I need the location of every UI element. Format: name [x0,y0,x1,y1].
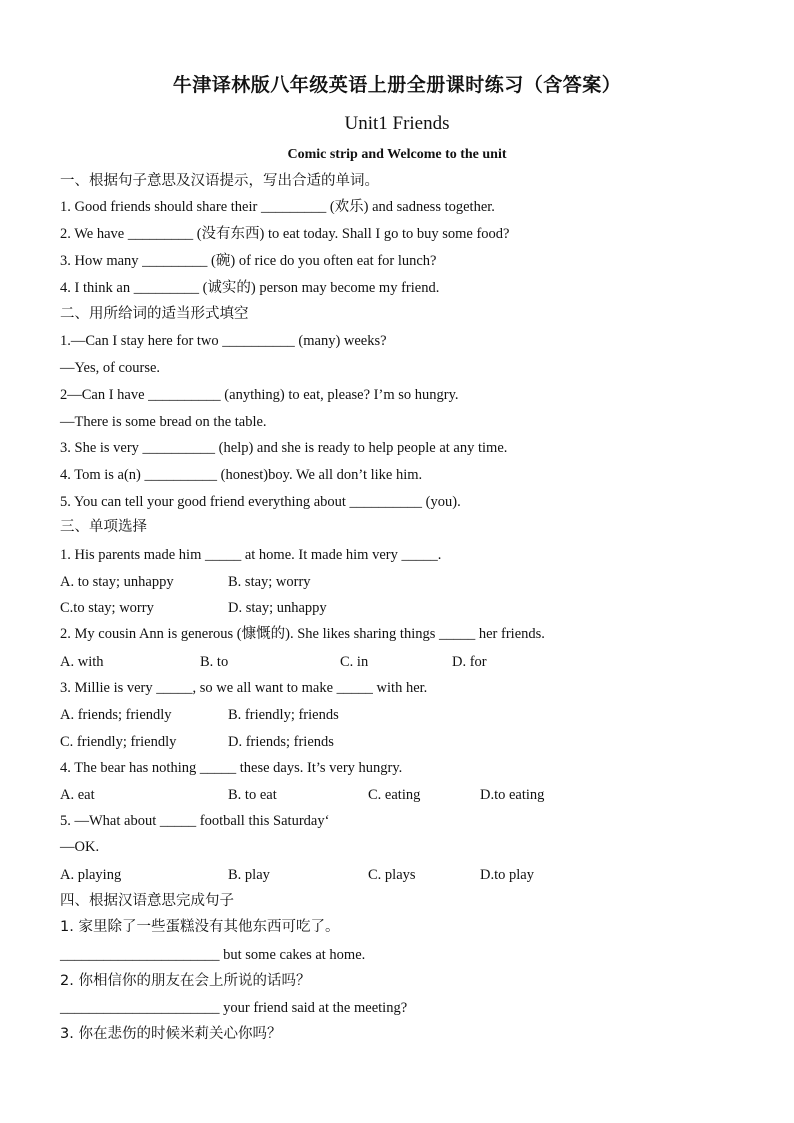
q4-option-a: A. eat [60,787,95,803]
section1-item-3: 3. How many _________ (碗) of rice do you often eat for lunch? [60,253,437,269]
section4-answer-2: ______________________ your friend said at the meeting? [60,1000,408,1016]
section1-item-2: 2. We have _________ (没有东西) to eat today. Shall I go to buy some food? [60,226,510,242]
section2-item-2: 2—Can I have __________ (anything) to eat, please? I’m so hungry. [60,387,459,403]
q3-option-b: B. friendly; friends [228,707,339,723]
section2-item-4: 4. Tom is a(n) __________ (honest)boy. We all don’t like him. [60,467,423,483]
question-2: 2. My cousin Ann is generous (慷慨的). She likes sharing things _____ her friends. [60,626,545,642]
section1-item-4: 4. I think an _________ (诚实的) person may become my friend. [60,280,440,296]
section2-item-1: 1.—Can I stay here for two __________ (many) weeks? [60,333,387,349]
q2-option-d: D. for [452,654,487,670]
section3-heading: 三、单项选择 [60,519,147,535]
section2-heading: 二、用所给词的适当形式填空 [60,306,249,322]
q1-option-c: C.to stay; worry [60,600,154,616]
document-title: 牛津译林版八年级英语上册全册课时练习（含答案） [172,74,622,96]
section2-item-5: 5. You can tell your good friend everything about __________ (you). [60,494,461,510]
section4-prompt-3: 3. 你在悲伤的时候米莉关心你吗？ [60,1026,282,1042]
section1-heading: 一、根据句子意思及汉语提示，写出合适的单词。 [60,173,379,189]
q4-option-c: C. eating [368,787,421,803]
section2-item-3: 3. She is very __________ (help) and she is ready to help people at any time. [60,440,508,456]
q4-option-b: B. to eat [228,787,277,803]
section1-item-1: 1. Good friends should share their _________ (欢乐) and sadness together. [60,199,495,215]
question-1: 1. His parents made him _____ at home. It made him very _____. [60,547,442,563]
q1-option-a: A. to stay; unhappy [60,574,174,590]
q5-option-a: A. playing [60,867,122,883]
question-5-response: —OK. [60,839,100,855]
q5-option-d: D.to play [480,867,534,883]
q5-option-b: B. play [228,867,270,883]
section4-answer-1: ______________________ but some cakes at home. [60,947,366,963]
section4-heading: 四、根据汉语意思完成句子 [60,893,234,909]
q3-option-a: A. friends; friendly [60,707,172,723]
section2-answer-1: —Yes, of course. [60,360,161,376]
q1-option-d: D. stay; unhappy [228,600,327,616]
q2-option-b: B. to [200,654,229,670]
section4-prompt-2: 2. 你相信你的朋友在会上所说的话吗？ [60,973,311,989]
question-3: 3. Millie is very _____, so we all want to make _____ with her. [60,680,428,696]
q3-option-d: D. friends; friends [228,734,334,750]
lesson-subtitle: Comic strip and Welcome to the unit [287,147,507,162]
q2-option-a: A. with [60,654,104,670]
q4-option-d: D.to eating [480,787,545,803]
q5-option-c: C. plays [368,867,416,883]
q2-option-c: C. in [340,654,369,670]
question-5: 5. —What about _____ football this Saturday‘ [60,813,330,829]
q3-option-c: C. friendly; friendly [60,734,177,750]
question-4: 4. The bear has nothing _____ these days. It’s very hungry. [60,760,403,776]
unit-title: Unit1 Friends [344,113,450,134]
section2-answer-2: —There is some bread on the table. [60,414,267,430]
q1-option-b: B. stay; worry [228,574,311,590]
section4-prompt-1: 1. 家里除了一些蛋糕没有其他东西可吃了。 [60,919,340,935]
